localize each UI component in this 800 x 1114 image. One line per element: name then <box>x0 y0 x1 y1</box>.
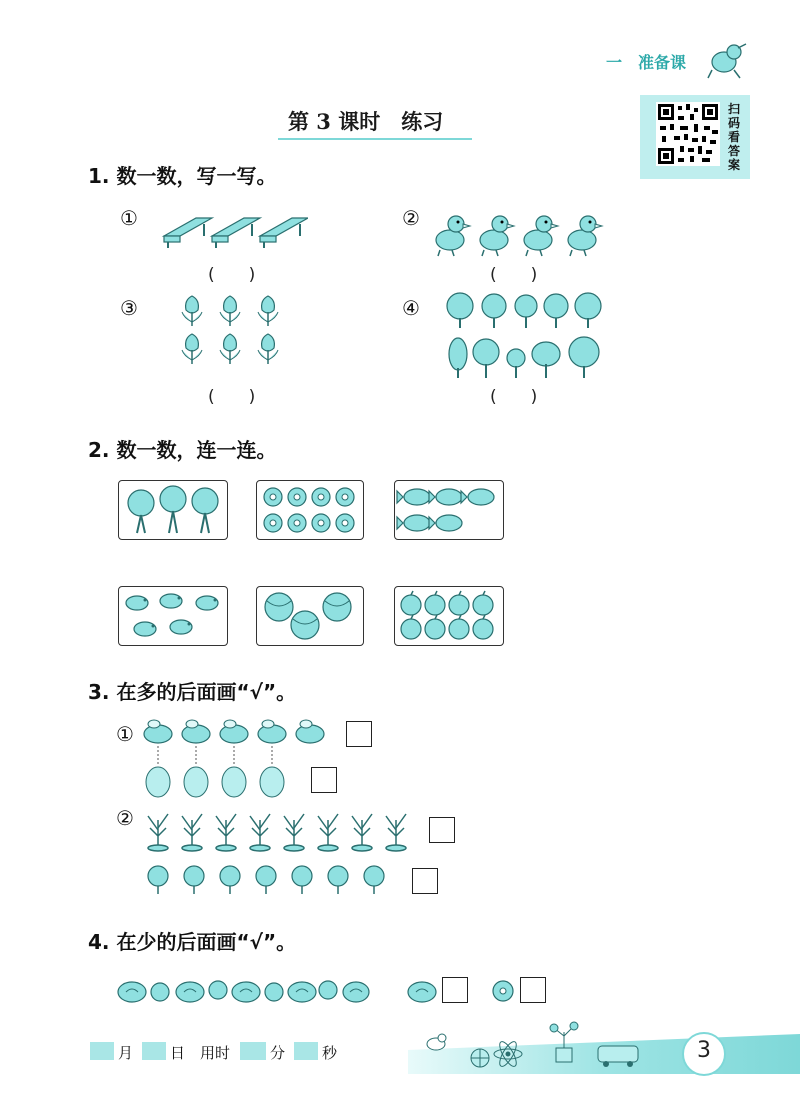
flowers-icon <box>257 481 363 539</box>
bees-illustration <box>140 718 330 800</box>
q3-title: 3. 在多的后面画“√”。 <box>88 680 297 704</box>
footer-band <box>408 1020 800 1074</box>
minutes-field[interactable] <box>240 1042 266 1060</box>
bird-icon <box>427 1034 446 1050</box>
month-label: 月 <box>118 1044 134 1062</box>
unit-title: 一 准备课 <box>606 53 687 72</box>
q3-item-2-number: ② <box>116 806 134 830</box>
q1-answer-2[interactable]: ( ) <box>490 265 538 285</box>
tulips-illustration <box>180 292 290 370</box>
q4-title: 4. 在少的后面画“√”。 <box>88 930 297 954</box>
trees-and-flowers-illustration <box>140 806 412 898</box>
q1-item-1-number: ① <box>120 206 138 230</box>
qr-label: 扫码看答案 <box>728 102 741 172</box>
minutes-label: 分 <box>270 1044 286 1062</box>
birds-icon <box>119 587 227 645</box>
q1-title: 1. 数一数，写一写。 <box>88 164 277 188</box>
q3-check-box-trees[interactable] <box>429 817 455 843</box>
trees-icon <box>119 481 227 539</box>
rose-icon <box>406 976 438 1006</box>
fish-icon <box>395 481 503 539</box>
q3-check-box-flowers[interactable] <box>412 868 438 894</box>
seconds-label: 秒 <box>322 1044 338 1062</box>
q2-title: 2. 数一数，连一连。 <box>88 438 277 462</box>
globe-icon <box>471 1049 489 1067</box>
qr-code[interactable] <box>656 102 720 166</box>
trees-illustration <box>444 290 608 380</box>
q4-check-box-roses[interactable] <box>442 977 468 1003</box>
q1-answer-1[interactable]: ( ) <box>208 265 256 285</box>
ducks-illustration <box>428 210 608 258</box>
q1-answer-4[interactable]: ( ) <box>490 387 538 407</box>
q2-card-fish[interactable] <box>394 480 504 540</box>
time-used-label: 用时 <box>200 1044 231 1062</box>
bench-icon <box>164 218 212 248</box>
flower-icon <box>488 976 518 1006</box>
title-underline <box>278 138 472 140</box>
page-number: 3 <box>697 1038 711 1063</box>
q2-card-balls[interactable] <box>256 586 364 646</box>
q2-card-trees[interactable] <box>118 480 228 540</box>
q2-card-flowers[interactable] <box>256 480 364 540</box>
day-label: 日 <box>170 1044 186 1062</box>
balls-icon <box>257 587 363 645</box>
q1-answer-3[interactable]: ( ) <box>208 387 256 407</box>
benches-illustration <box>160 212 308 252</box>
q3-check-box-balloons[interactable] <box>311 767 337 793</box>
roses-and-flowers-row <box>116 972 370 1008</box>
seconds-field[interactable] <box>294 1042 318 1060</box>
q3-item-1-number: ① <box>116 722 134 746</box>
q3-check-box-bees[interactable] <box>346 721 372 747</box>
day-field[interactable] <box>142 1042 166 1060</box>
apples-icon <box>395 587 503 645</box>
mascot-icon <box>704 40 748 80</box>
q1-item-4-number: ④ <box>402 296 420 320</box>
q1-item-2-number: ② <box>402 206 420 230</box>
month-field[interactable] <box>90 1042 114 1060</box>
q2-card-apples[interactable] <box>394 586 504 646</box>
q2-card-birds[interactable] <box>118 586 228 646</box>
lesson-title: 第 3 课时 练习 <box>288 109 444 134</box>
q1-item-3-number: ③ <box>120 296 138 320</box>
q4-check-box-flowers[interactable] <box>520 977 546 1003</box>
